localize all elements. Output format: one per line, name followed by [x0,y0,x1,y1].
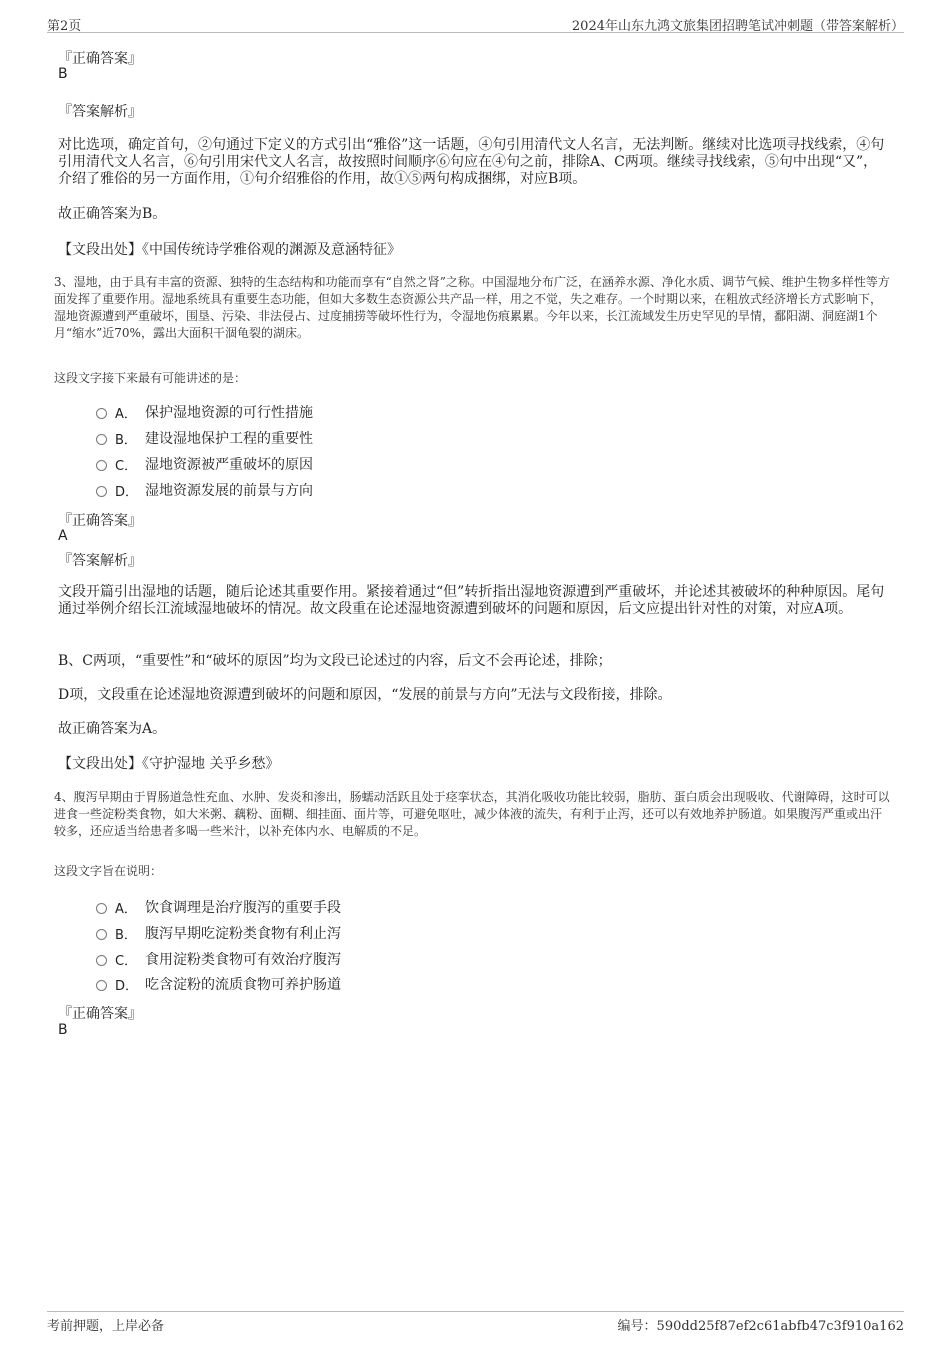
conclusion-text: 故正确答案为A。 [58,721,167,737]
analysis-text: 文段开篇引出湿地的话题，随后论述其重要作用。紧接着通过“但”转折指出湿地资源遭到严重破坏，并论述其被破坏的种种原因。尾句通过举例介绍长江流域湿地破坏的情况。故文段重在论述湿地资源遭到破坏的问题和原因，后文应提出针对性的对策，对应A项。 [58,584,885,617]
radio-icon[interactable] [96,929,107,940]
radio-icon[interactable] [96,980,107,991]
answer-value: A [58,528,68,544]
page-header [47,12,904,33]
option-b[interactable]: B． 腹泻早期吃淀粉类食物有利止泻 [96,923,341,943]
radio-icon[interactable] [96,434,107,445]
radio-icon[interactable] [96,955,107,966]
radio-icon[interactable] [96,903,107,914]
radio-icon[interactable] [96,460,107,471]
source-text: 【文段出处】《中国传统诗学雅俗观的渊源及意涵特征》 [58,242,401,258]
analysis-label: 『答案解析』 [58,104,142,120]
option-b[interactable]: B． 建设湿地保护工程的重要性 [96,428,313,448]
document-id: 编号：590dd25f87ef2c61abfb47c3f910a162 [617,1319,904,1334]
option-a[interactable]: A． 保护湿地资源的可行性措施 [96,402,313,422]
document-title: 2024年山东九鸿文旅集团招聘笔试冲刺题（带答案解析） [571,19,904,34]
conclusion-text: 故正确答案为B。 [58,206,167,222]
option-c[interactable]: C． 食用淀粉类食物可有效治疗腹泻 [96,949,341,969]
question-3-prompt: 这段文字接下来最有可能讲述的是： [54,371,247,385]
option-d[interactable]: D． 吃含淀粉的流质食物可养护肠道 [96,974,341,994]
source-text: 【文段出处】《守护湿地 关乎乡愁》 [58,756,280,772]
question-4-text: 4、腹泻早期由于胃肠道急性充血、水肿、发炎和渗出，肠蠕动活跃且处于痉挛状态，其消化吸收功能比较弱，脂肪、蛋白质会出现吸收、代谢障碍，这时可以进食一些淀粉类食物，如大米粥、藕粉、面糊、细挂面、面片等，可避免呕吐，减少体液的流失，有利于止泻，还可以有效地养护肠道。如果腹泻严重或出汗较多，还应适当给患者多喝一些米汁，以补充体内水、电解质的不足。 [54,790,890,838]
answer-value: B [58,1022,68,1038]
page-number: 第2页 [47,19,82,34]
option-d[interactable]: D． 湿地资源发展的前景与方向 [96,480,313,500]
answer-label: 『正确答案』 [58,1006,142,1022]
option-c[interactable]: C． 湿地资源被严重破坏的原因 [96,454,313,474]
radio-icon[interactable] [96,486,107,497]
radio-icon[interactable] [96,408,107,419]
answer-value: B [58,66,68,82]
answer-label: 『正确答案』 [58,513,142,529]
answer-label: 『正确答案』 [58,51,142,67]
footer-slogan: 考前押题，上岸必备 [47,1319,165,1334]
question-3-text: 3、湿地，由于具有丰富的资源、独特的生态结构和功能而享有“自然之肾”之称。中国湿地分布广泛，在涵养水源、净化水质、调节气候、维护生物多样性等方面发挥了重要作用。湿地系统具有重要生态功能，但如大多数生态资源公共产品一样，用之不觉，失之难存。一个时期以来，在粗放式经济增长方式影响下，湿地资源遭到严重破坏，围垦、污染、非法侵占、过度捕捞等破坏性行为，令湿地伤痕累累。今年以来，长江流域发生历史罕见的旱情，鄱阳湖、洞庭湖1个月“缩水”近70%，露出大面积干涸龟裂的湖床。 [54,275,890,340]
option-a[interactable]: A． 饮食调理是治疗腹泻的重要手段 [96,897,341,917]
page-footer [47,1311,904,1334]
question-4-prompt: 这段文字旨在说明： [54,864,163,878]
analysis-label: 『答案解析』 [58,553,142,569]
analysis-text: 对比选项，确定首句，②句通过下定义的方式引出“雅俗”这一话题，④句引用清代文人名言，无法判断。继续对比选项寻找线索，④句引用清代文人名言，⑥句引用宋代文人名言，故按照时间顺序⑥句应在④句之前，排除A、C两项。继续寻找线索，⑤句中出现“又”，介绍了雅俗的另一方面作用，①句介绍雅俗的作用，故①⑤两句构成捆绑，对应B项。 [58,137,885,187]
analysis-text-3: D项，文段重在论述湿地资源遭到破坏的问题和原因，“发展的前景与方向”无法与文段衔接，排除。 [58,687,672,703]
analysis-text-2: B、C两项，“重要性”和“破坏的原因”均为文段已论述过的内容，后文不会再论述，排除； [58,653,612,669]
